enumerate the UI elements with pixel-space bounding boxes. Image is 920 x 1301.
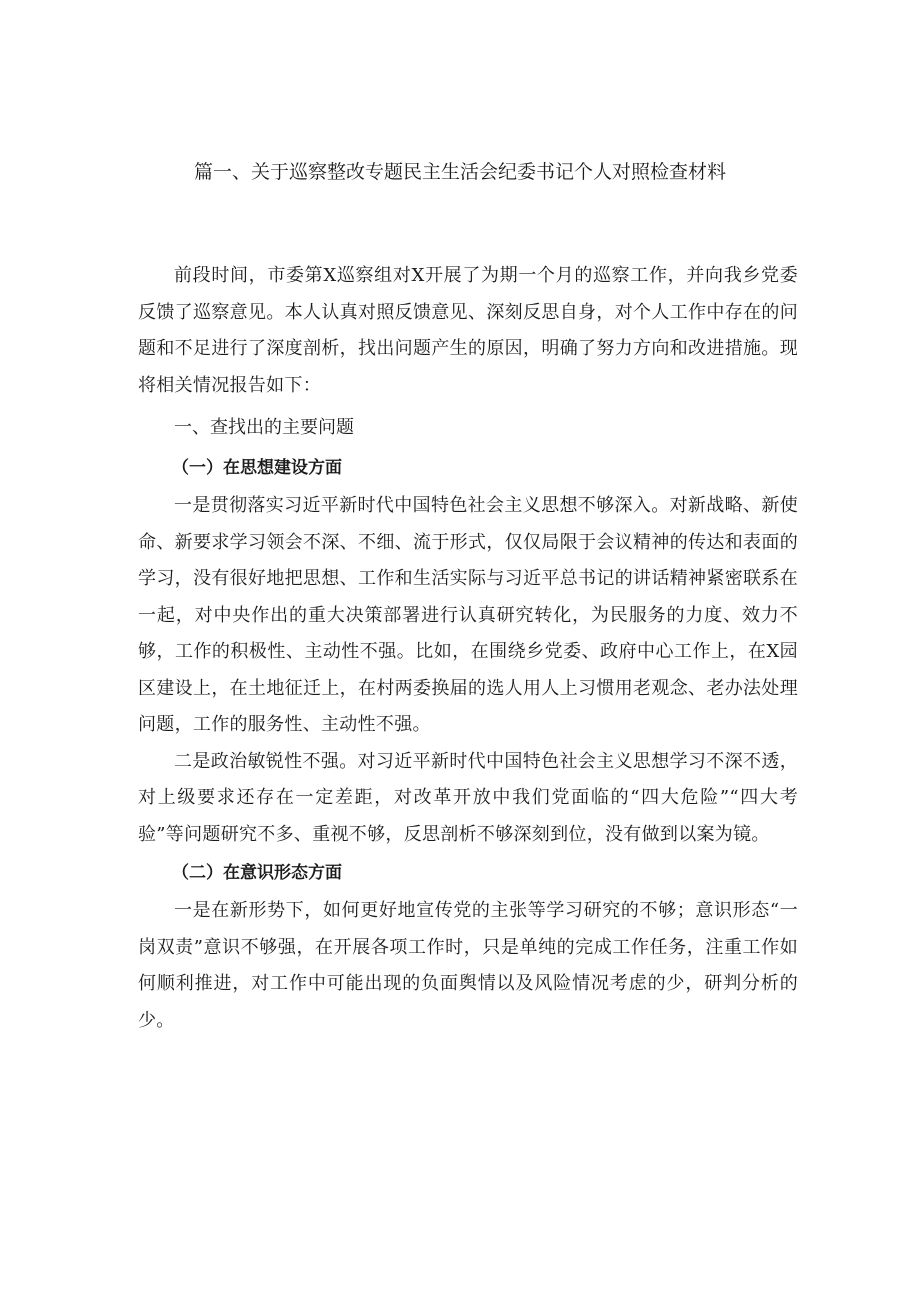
- section-heading-main-problems: 一、查找出的主要问题: [174, 417, 354, 438]
- subsection-heading-ideology-building: （一）在思想建设方面: [172, 458, 342, 478]
- document-body: [138, 258, 798, 1039]
- paragraph-thought-implementation: 一是贯彻落实习近平新时代中国特色社会主义思想不够深入。对新战略、新使命、新要求学习领会不深、不细、流于形式，仅仅局限于会议精神的传达和表面的学习，没有很好地把思想、工作和生活实际与习近平总书记的讲话精神紧密联系在一起，对中央作出的重大决策部署进行认真研究转化，为民服务的力度、效力不够，工作的积极性、主动性不强。比如，在围绕乡党委、政府中心工作上，在X园区建设上，在土地征迁上，在村两委换届的选人用人上习惯用老观念、老办法处理问题，工作的服务性、主动性不强。: [138, 495, 798, 735]
- paragraph-propaganda-awareness: 一是在新形势下，如何更好地宣传党的主张等学习研究的不够；意识形态“一岗双责”意识不够强，在开展各项工作时，只是单纯的完成工作任务，注重工作如何顺利推进，对工作中可能出现的负面舆情以及风险情况考虑的少，研判分析的少。: [138, 900, 798, 1031]
- paragraph-political-sensitivity: 二是政治敏锐性不强。对习近平新时代中国特色社会主义思想学习不深不透，对上级要求还存在一定差距，对改革开放中我们党面临的“四大危险”“四大考验”等问题研究不多、重视不够，反思剖析不够深刻到位，没有做到以案为镜。: [138, 750, 798, 845]
- subsection-heading-ideological-awareness: （二）在意识形态方面: [172, 863, 342, 883]
- document-title: 篇一、关于巡察整改专题民主生活会纪委书记个人对照检查材料: [193, 161, 726, 183]
- intro-paragraph: 前段时间，市委第X巡察组对X开展了为期一个月的巡察工作，并向我乡党委反馈了巡察意见。本人认真对照反馈意见、深刻反思自身，对个人工作中存在的问题和不足进行了深度剖析，找出问题产生的原因，明确了努力方向和改进措施。现将相关情况报告如下：: [138, 265, 798, 396]
